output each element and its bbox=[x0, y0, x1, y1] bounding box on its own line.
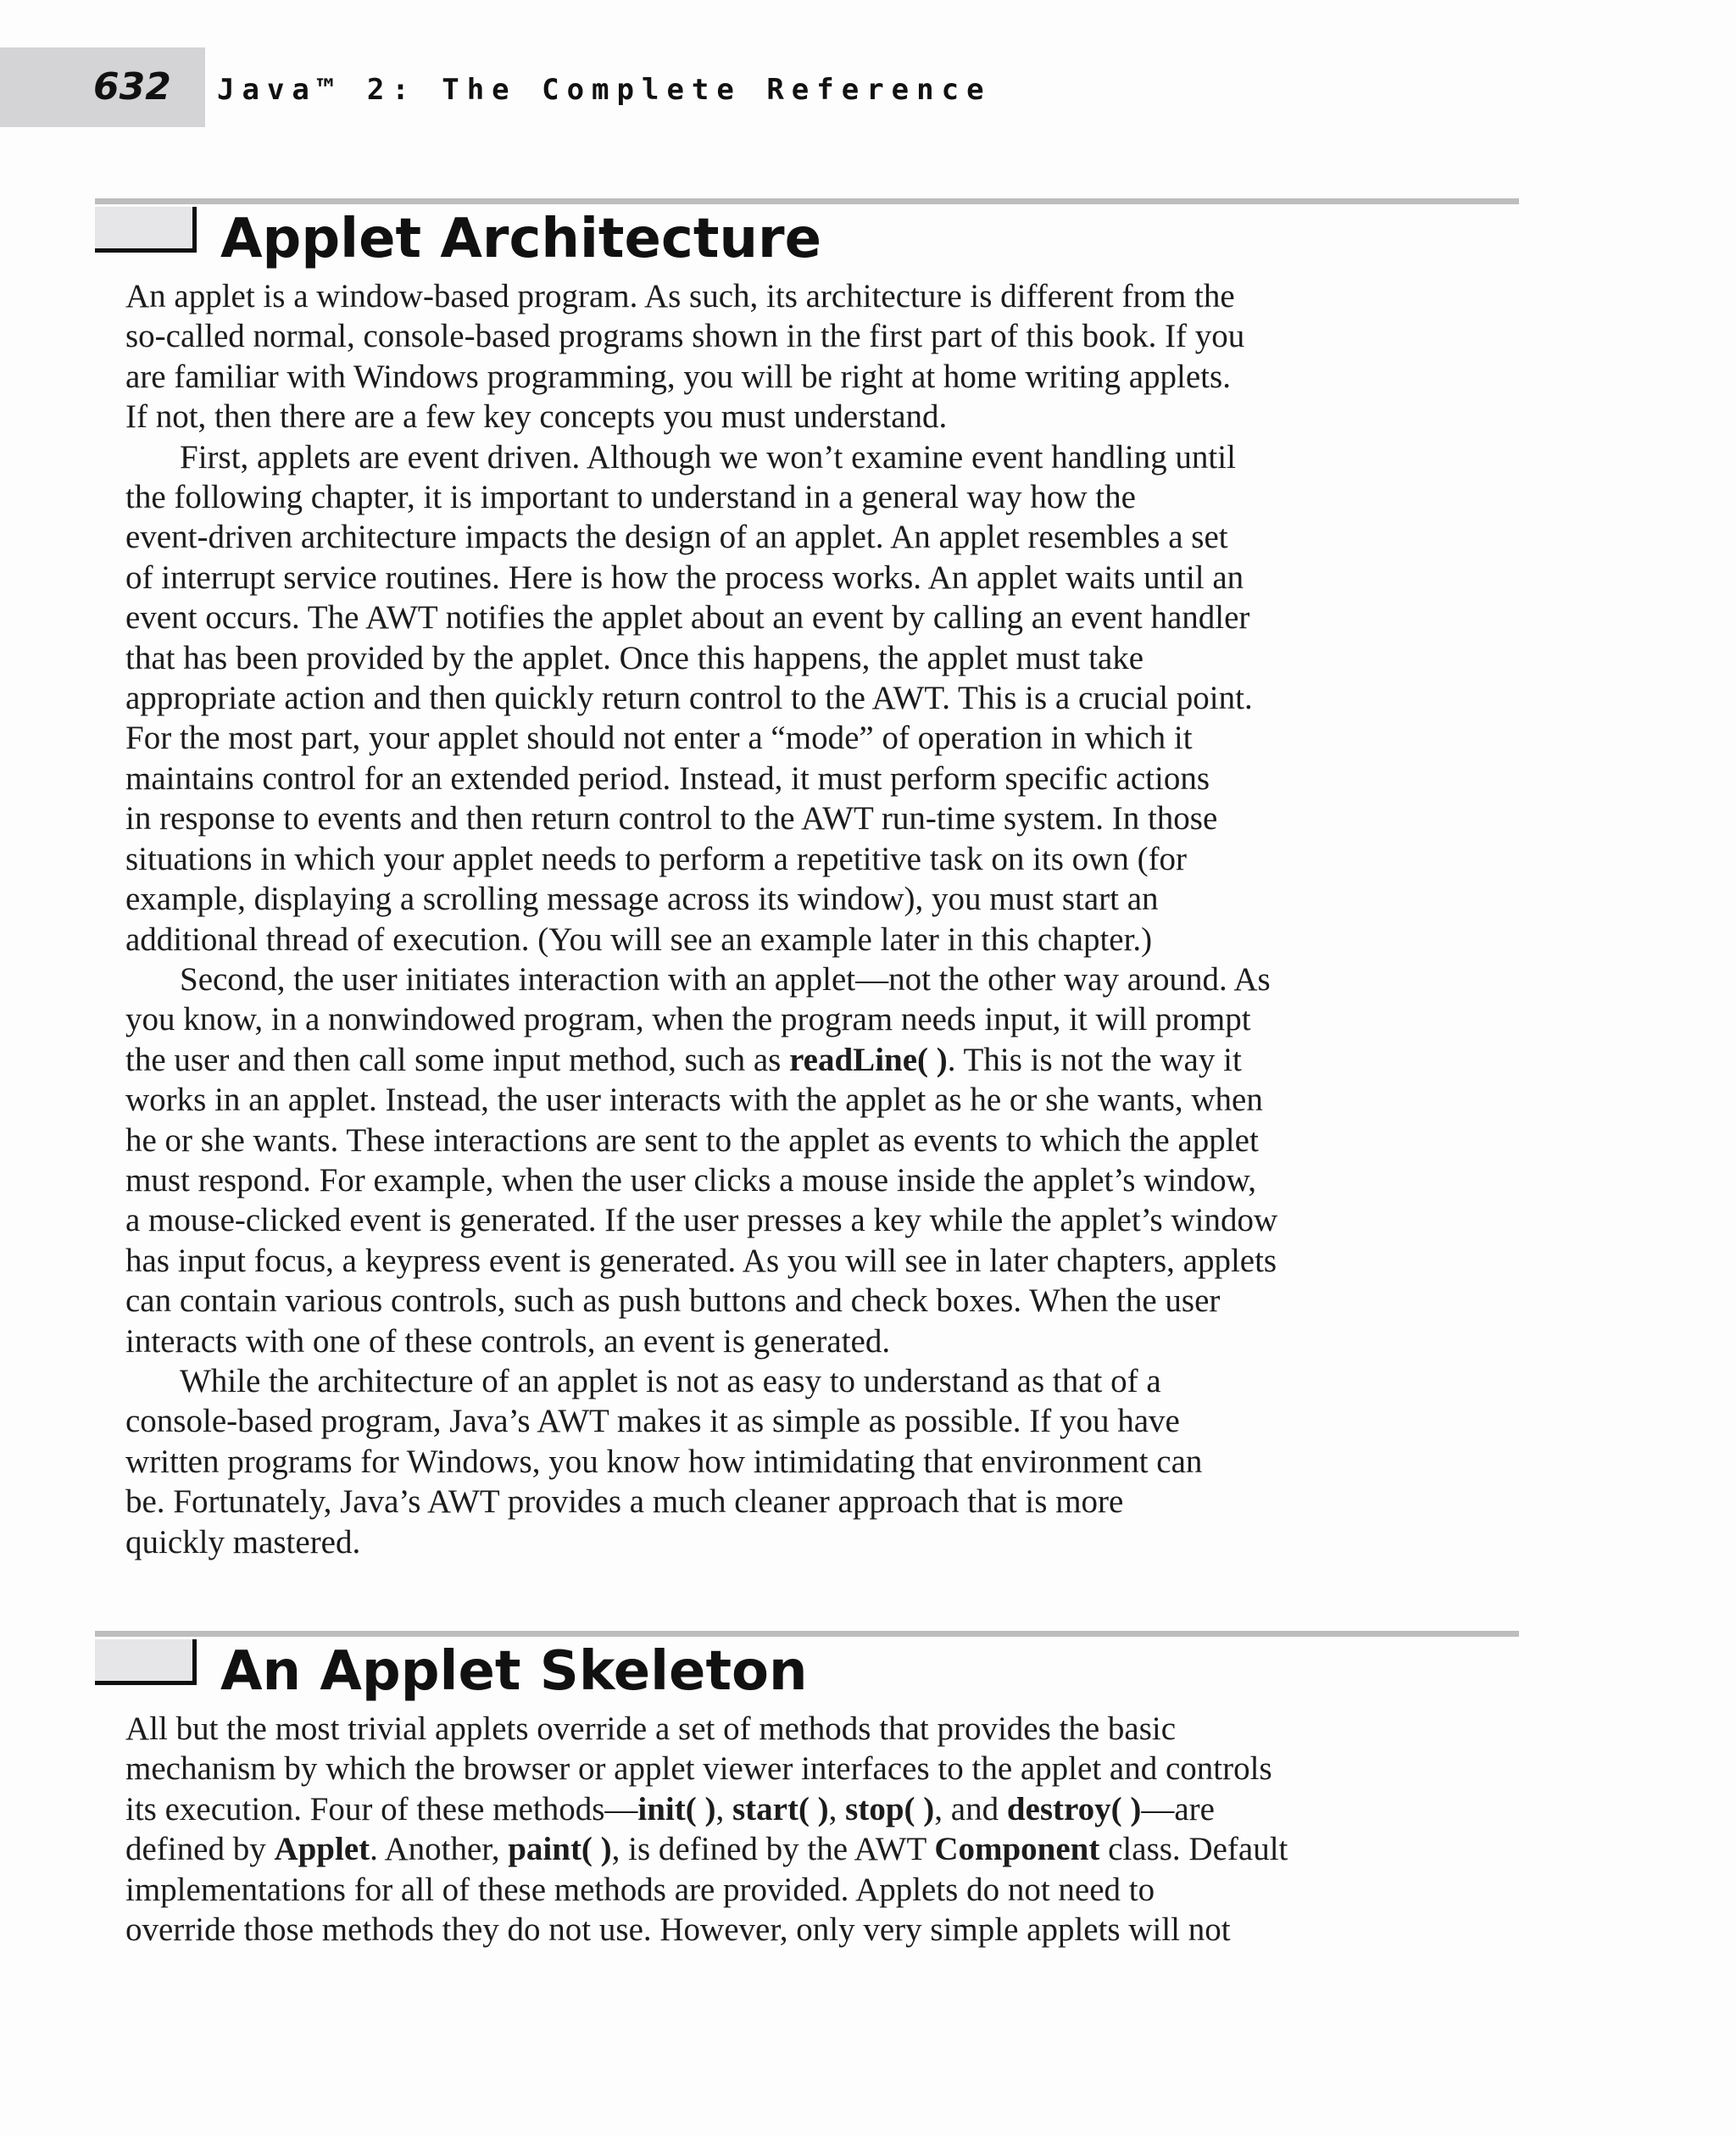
code-destroy: destroy( ) bbox=[1006, 1790, 1142, 1827]
code-readline: readLine( ) bbox=[789, 1041, 948, 1078]
code-stop: stop( ) bbox=[845, 1790, 935, 1827]
paragraph: First, applets are event driven. Although we won’t examine event handling until the following chapter, it is important to understand in a general way how the event-driven architecture impacts the design of an applet. An applet resembles a set of interrupt service routines. Here is how the process works. An applet waits until an event occurs. The AWT notifies the applet about an event by calling an event handler that has been provided by the applet. Once this happens, the applet must take appropriate action and then quickly return control to the AWT. This is a crucial point. For the most part, your applet should not enter a “mode” of operation in which it maintains control for an extended period. Instead, it must perform specific actions in response to events and then return control to the AWT run-time system. In those situations in which your applet needs to perform a repetitive task on its own (for example, displaying a scrolling message across its window), you must start an additional thread of execution. (You will see an example later in this chapter.) bbox=[125, 438, 1253, 958]
section-heading: An Applet Skeleton bbox=[220, 1640, 808, 1703]
section-marker-box bbox=[95, 207, 197, 253]
paragraph: Second, the user initiates interaction with an applet—not the other way around. As you know, in a nonwindowed program, when the program needs input, it will prompt the user and then call some input method, such as readLine( ). This is not the way it works in an applet. Instead, the user interacts with the applet as he or she wants, when he or she wants. These interactions are sent to the applet as events to which the applet must respond. For example, when the user clicks a mouse inside the applet’s window, a mouse-clicked event is generated. If the user presses a key while the applet’s window has input focus, a keypress event is generated. As you will see in later chapters, applets can contain various controls, such as push buttons and check boxes. When the user interacts with one of these controls, an event is generated. bbox=[125, 960, 1533, 1361]
code-applet: Applet bbox=[274, 1831, 370, 1868]
section-heading: Applet Architecture bbox=[220, 208, 821, 270]
section-marker-box bbox=[95, 1639, 197, 1685]
code-component: Component bbox=[934, 1831, 1100, 1868]
page-number: 632 bbox=[93, 65, 171, 108]
paragraph: An applet is a window-based program. As such, its architecture is different from the so-called normal, console-based programs shown in the first part of this book. If you are familiar with Windows programming, you will be right at home writing applets. If not, then there are a few key concepts you must understand. bbox=[125, 278, 1245, 436]
section1-body bbox=[125, 276, 1533, 1562]
running-title: Java™ 2: The Complete Reference bbox=[217, 73, 992, 107]
code-start: start( ) bbox=[732, 1790, 829, 1827]
paragraph: All but the most trivial applets override a set of methods that provides the basic mechanism by which the browser or applet viewer interfaces to the applet and controls its execution. Four of these methods—init( ), start( ), stop( ), and destroy( )—are defined by Applet. Another, paint( ), is defined by the AWT Component class. Default implementations for all of these methods are provided. Applets do not need to override those methods they do not use. However, only very simple applets will not bbox=[125, 1710, 1288, 1949]
code-paint: paint( ) bbox=[508, 1831, 612, 1868]
readline-line: the user and then call some input method, such as readLine( ). This is not the way it bbox=[125, 1041, 1242, 1078]
paragraph: While the architecture of an applet is not as easy to understand as that of a console-based program, Java’s AWT makes it as simple as possible. If you have written programs for Windows, you know how intimidating that environment can be. Fortunately, Java’s AWT provides a much cleaner approach that is more quickly mastered. bbox=[125, 1362, 1203, 1560]
section2-body bbox=[125, 1709, 1533, 1950]
code-init: init( ) bbox=[637, 1790, 716, 1827]
